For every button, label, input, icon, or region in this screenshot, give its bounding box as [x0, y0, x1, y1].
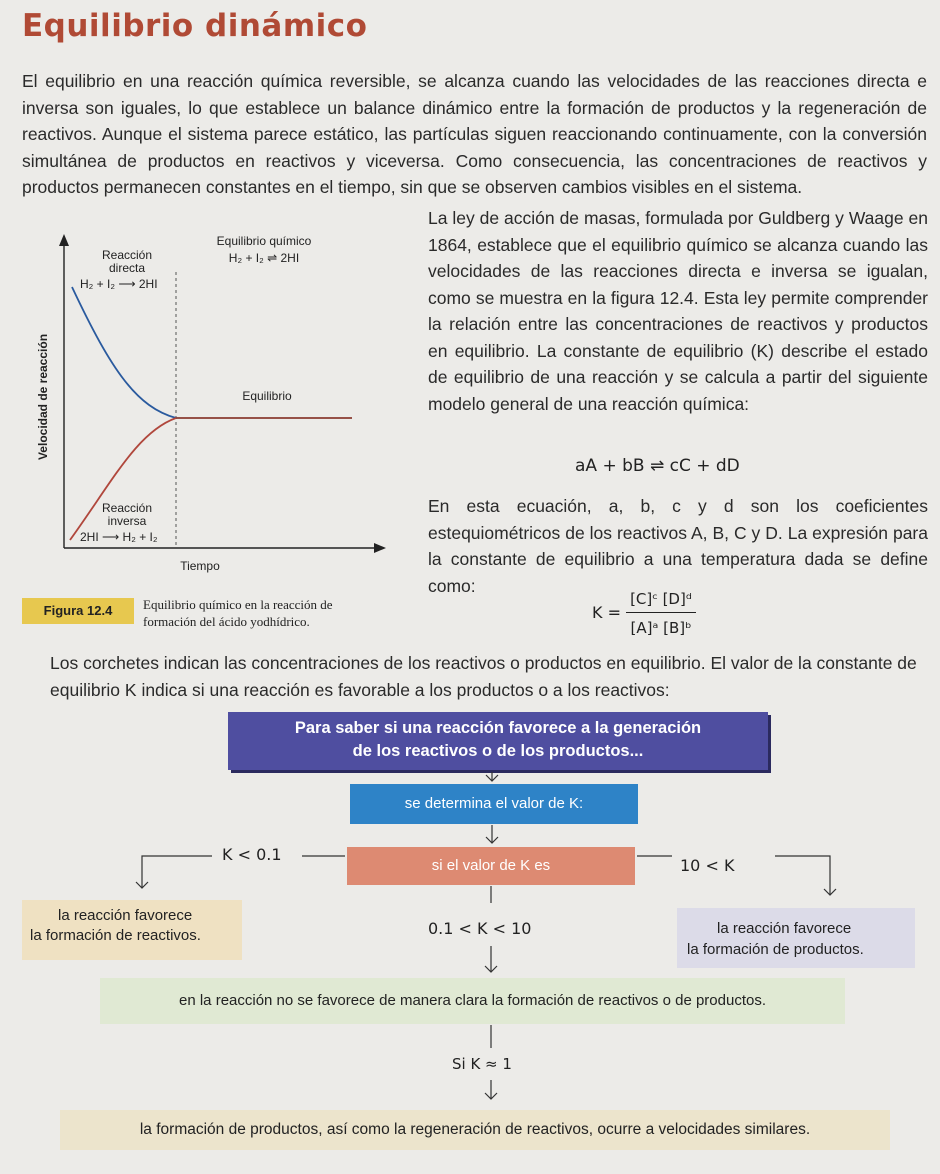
k-lhs: K = — [592, 603, 621, 622]
page-title: Equilibrio dinámico — [22, 8, 368, 44]
connector-left-b — [142, 856, 212, 888]
equilibrio-label: Equilibrio — [242, 389, 292, 403]
figure-badge: Figura 12.4 — [22, 598, 134, 624]
result-reactants — [22, 900, 242, 960]
mass-action-paragraph: La ley de acción de masas, formulada por Guldberg y Waage en 1864, establece que el equilibrio químico se alcanza cuando las velocidades de las reacciones directa e inversa se igualan, como se muestra en la figura 12.4. Esta ley permite comprender la relación entre las concentraciones de reactivos y productos en equilibrio. La constante de equilibrio (K) describe el estado de equilibrio de una reacción y se calcula a partir del siguiente modelo general de una reacción química: — [428, 208, 928, 414]
coefficients-paragraph: En esta ecuación, a, b, c y d son los coeficientes estequiométricos de los reactivos A, B, C y D. La expresión para la constante de equilibrio a una temperatura dada se define como: — [428, 496, 928, 596]
result-reactants-line2: la formación de reactivos. — [30, 927, 201, 944]
intro-paragraph: El equilibrio en una reacción química reversible, se alcanza cuando las velocidades de las reacciones directa e inversa son iguales, lo que establece un balance dinámico entre la formación de productos y la regeneración de reactivos. Aunque el sistema parece estático, las partículas siguen reaccionando continuamente, con la conversión simultánea de productos en reactivos y viceversa. Como consecuencia, las concentraciones de reactivos y productos permanecen constantes en el tiempo, sin que se observen cambios visibles en el sistema. — [22, 71, 927, 197]
y-axis-label: Velocidad de reacción — [36, 333, 50, 461]
inverse-label-1: Reacción — [101, 501, 153, 515]
general-equation: aA + bB ⇌ cC + dD — [575, 456, 740, 476]
direct-label-2: directa — [108, 261, 146, 275]
direct-label-1: Reacción — [101, 248, 153, 262]
k-numerator: [C]ᶜ [D]ᵈ — [626, 590, 696, 613]
result-similar-rates: la formación de productos, así como la regeneración de reactivos, ocurre a velocidades similares. — [60, 1110, 890, 1150]
approx-condition: Si K ≈ 1 — [452, 1055, 512, 1073]
connector-right-b — [775, 856, 830, 895]
inverse-equation: 2HI ⟶ H₂ + I₂ — [80, 530, 158, 544]
mid-condition: 0.1 < K < 10 — [428, 919, 532, 938]
x-axis-label: Tiempo — [180, 559, 220, 573]
figure-caption-line1: Equilibrio químico en la reacción de — [143, 597, 333, 612]
flow-header-line2: de los reactivos o de los productos... — [352, 742, 644, 760]
result-products-line2: la formación de productos. — [687, 941, 864, 958]
right-condition: 10 < K — [680, 856, 735, 875]
flow-step-k-value: si el valor de K es — [347, 847, 635, 885]
result-reactants-line1: la reacción favorece — [58, 907, 193, 924]
result-neutral: en la reacción no se favorece de manera clara la formación de reactivos o de productos. — [100, 978, 845, 1024]
result-products-line1: la reacción favorece — [717, 920, 852, 937]
result-products — [677, 908, 915, 968]
equilibrium-equation: H₂ + I₂ ⇌ 2HI — [228, 251, 300, 265]
brackets-paragraph: Los corchetes indican las concentraciones de los reactivos o productos en equilibrio. El valor de la constante de equilibrio K indica si una reacción es favorable a los productos o a los reactivos: — [50, 653, 917, 700]
direct-equation: H₂ + I₂ ⟶ 2HI — [80, 277, 158, 291]
equilibrium-label: Equilibrio químico — [216, 234, 312, 248]
figure-caption-line2: formación del ácido yodhídrico. — [143, 614, 310, 629]
flow-header-line1: Para saber si una reacción favorece a la generación — [294, 719, 702, 737]
k-denominator: [A]ᵃ [B]ᵇ — [630, 619, 692, 637]
left-condition: K < 0.1 — [222, 845, 282, 864]
inverse-label-2: inversa — [107, 514, 147, 528]
flow-step-determine-k: se determina el valor de K: — [350, 784, 638, 824]
